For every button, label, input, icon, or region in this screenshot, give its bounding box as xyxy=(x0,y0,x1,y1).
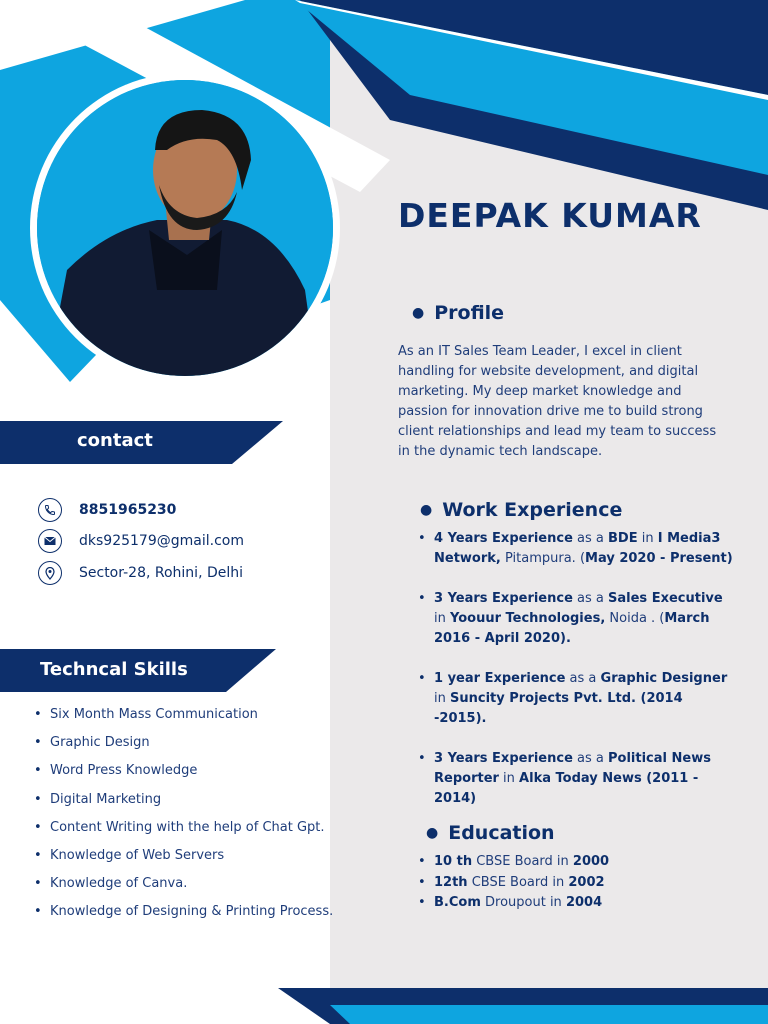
work-item: • 4 Years Experience as a BDE in I Media3 Network, Pitampura. (May 2020 - Present) xyxy=(418,529,738,569)
skill-item: • Word Press Knowledge xyxy=(34,757,354,785)
work-item: • 3 Years Experience as a Sales Executive in Yoouur Technologies, Noida . (March 2016 - April 2020). xyxy=(418,589,738,649)
education-list xyxy=(418,852,738,914)
email-address[interactable]: dks925179@gmail.com xyxy=(79,533,244,549)
education-item: • B.Com Droupout in 2004 xyxy=(418,893,738,914)
profile-text: As an IT Sales Team Leader, I excel in client handling for website development, and digital marketing. My deep market knowledge and passion for innovation drive me to build strong client relationships and lead my team to success in the dynamic tech landscape. xyxy=(398,344,717,459)
education-item: • 10 th CBSE Board in 2000 xyxy=(418,852,738,873)
skill-item: • Digital Marketing xyxy=(34,786,354,814)
skill-item: • Knowledge of Designing & Printing Process. xyxy=(34,898,354,926)
skills-list xyxy=(34,701,354,927)
phone-number[interactable]: 8851965230 xyxy=(79,502,177,518)
contact-email xyxy=(38,528,244,554)
work-item: • 3 Years Experience as a Political News Reporter in Alka Today News (2011 - 2014) xyxy=(418,749,738,809)
education-heading-label: Education xyxy=(448,822,555,844)
skill-item: • Content Writing with the help of Chat Gpt. xyxy=(34,814,354,842)
bullet-icon: ● xyxy=(412,305,425,321)
email-icon xyxy=(38,529,62,553)
skill-item: • Graphic Design xyxy=(34,729,354,757)
skills-heading: Techncal Skills xyxy=(40,659,188,680)
education-item: • 12th CBSE Board in 2002 xyxy=(418,873,738,894)
bullet-icon: ● xyxy=(426,825,439,841)
person-name: DEEPAK KUMAR xyxy=(398,196,702,235)
skill-item: • Six Month Mass Communication xyxy=(34,701,354,729)
work-heading xyxy=(420,499,622,521)
contact-phone xyxy=(38,497,176,523)
profile-photo xyxy=(37,80,333,376)
location-icon xyxy=(38,561,62,585)
phone-icon xyxy=(38,498,62,522)
contact-address xyxy=(38,560,243,586)
work-item: • 1 year Experience as a Graphic Designer in Suncity Projects Pvt. Ltd. (2014 -2015). xyxy=(418,669,738,729)
bullet-icon: ● xyxy=(420,502,433,518)
work-heading-label: Work Experience xyxy=(442,499,623,521)
work-list xyxy=(418,529,738,829)
skill-item: • Knowledge of Canva. xyxy=(34,870,354,898)
contact-heading: contact xyxy=(77,430,153,451)
profile-heading-label: Profile xyxy=(434,302,505,324)
education-heading xyxy=(426,822,555,844)
skill-item: • Knowledge of Web Servers xyxy=(34,842,354,870)
profile-heading xyxy=(412,302,504,324)
address-text: Sector-28, Rohini, Delhi xyxy=(79,565,244,581)
